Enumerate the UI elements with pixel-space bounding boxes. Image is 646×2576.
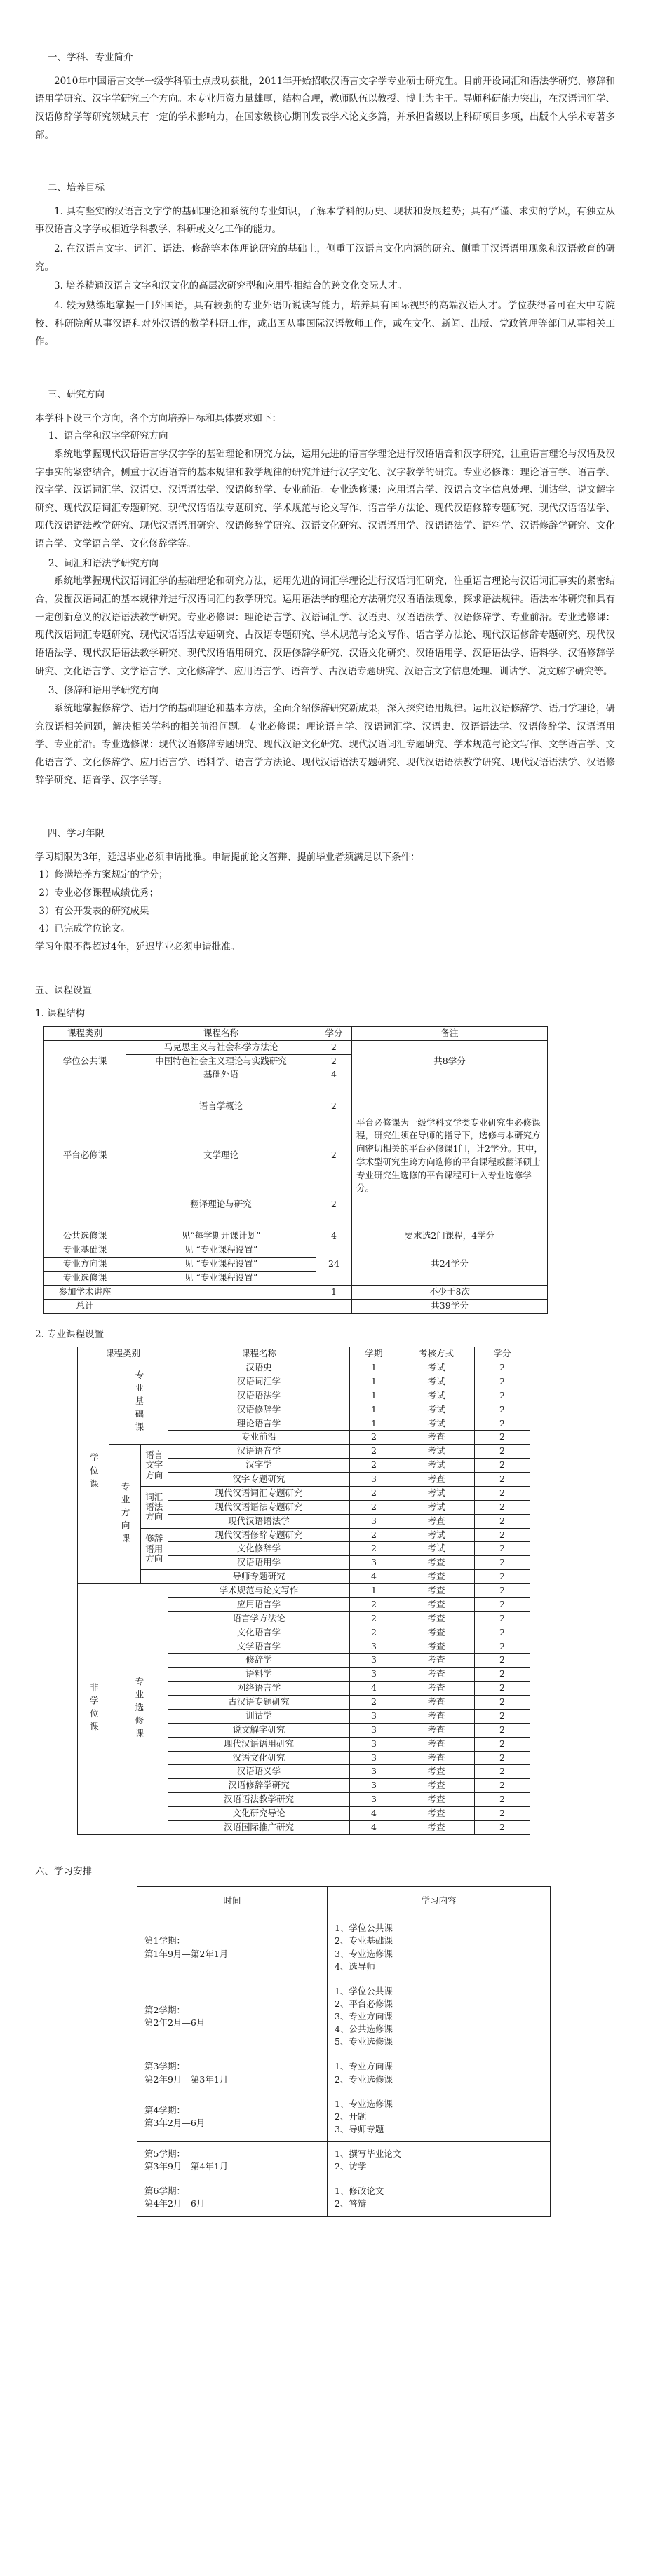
category-cell: 公共选修课 [44,1229,126,1243]
note-cell: 不少于8次 [352,1285,548,1299]
course-name-cell: 见“每学期开课计划” [126,1229,316,1243]
course-name-cell: 汉语词汇学 [168,1375,350,1389]
course-name-cell: 汉语修辞学研究 [168,1779,350,1793]
exam-cell: 考查 [398,1556,475,1570]
nondegree-category-cell: 非学位课 [78,1584,109,1835]
course-name-cell: 现代汉语词汇专题研究 [168,1486,350,1500]
course-name-cell: 现代汉语语法学 [168,1514,350,1528]
term-cell: 2 [350,1486,398,1500]
term-cell: 2 [350,1445,398,1459]
course-name-cell: 现代汉语语用研究 [168,1737,350,1751]
term-cell: 3 [350,1668,398,1682]
term-cell: 2 [350,1528,398,1542]
term-cell: 3 [350,1793,398,1807]
exam-cell: 考查 [398,1779,475,1793]
term-cell: 3 [350,1473,398,1487]
elective-category-cell: 专业选修课 [109,1584,168,1835]
term-cell: 1 [350,1389,398,1403]
course-name-cell: 理论语言学 [168,1417,350,1431]
exam-cell: 考查 [398,1723,475,1737]
exam-cell: 考试 [398,1375,475,1389]
goal-item-4: 4. 较为熟练地掌握一门外国语，具有较强的专业外语听说读写能力，培养具有国际视野的高端汉语人才。学位获得者可在大中专院校、科研院所从事汉语和对外汉语的教学科研工作，或出国从事国际汉语教师工作，或在文化、新闻、出版、党政管理等部门从事相关工作。 [35,300,615,348]
exam-cell: 考查 [398,1611,475,1626]
exam-cell: 考查 [398,1654,475,1668]
course-name-cell: 学术规范与论文写作 [168,1584,350,1598]
course-name-cell: 汉语修辞学 [168,1403,350,1417]
course-name-cell: 文学语言学 [168,1640,350,1654]
credit-cell: 2 [475,1807,530,1821]
note-cell: 共24学分 [352,1243,548,1286]
exam-cell: 考查 [398,1570,475,1584]
table-row [44,1040,548,1054]
course-name-cell: 应用语言学 [168,1597,350,1611]
table-row [137,1979,551,2054]
credit-cell: 2 [316,1180,352,1229]
section-3-intro: 本学科下设三个方向，各个方向培养目标和具体要求如下： [35,412,281,424]
exam-cell: 考查 [398,1514,475,1528]
course-name-cell: 修辞学 [168,1654,350,1668]
course-name-cell: 汉字专题研究 [168,1473,350,1487]
col-header: 课程名称 [126,1026,316,1040]
credit-cell: 2 [475,1417,530,1431]
term-cell: 1 [350,1375,398,1389]
direction-3-title: 3、修辞和语用学研究方向 [48,685,159,697]
note-cell: 要求选2门课程，4学分 [352,1229,548,1243]
term-cell: 3 [350,1514,398,1528]
credit-cell: 2 [316,1131,352,1180]
course-name-cell: 语言学概论 [126,1082,316,1131]
credit-cell: 2 [475,1696,530,1710]
course-name-cell: 文化修辞学 [168,1542,350,1556]
term-cell: 1 [350,1584,398,1598]
exam-cell: 考试 [398,1361,475,1375]
term-cell: 2 [350,1459,398,1473]
course-structure-table [43,1026,548,1314]
col-header: 备注 [352,1026,548,1040]
section-1-heading: 一、学科、专业简介 [48,52,133,63]
term-cell: 4 [350,1682,398,1696]
credit-cell: 2 [475,1375,530,1389]
credit-cell: 1 [316,1285,352,1299]
course-name-cell: 翻译理论与研究 [126,1180,316,1229]
condition-item: 3）有公开发表的研究成果 [39,905,149,917]
credit-cell: 2 [475,1542,530,1556]
section-6-heading: 六、学习安排 [35,1865,92,1877]
credit-cell: 2 [475,1431,530,1445]
credit-cell: 2 [475,1403,530,1417]
term-cell: 3 [350,1640,398,1654]
schedule-time-cell: 第1学期： 第1年9月—第2年1月 [137,1916,328,1979]
exam-cell: 考试 [398,1500,475,1514]
credit-cell: 2 [475,1765,530,1779]
credit-cell: 2 [316,1040,352,1054]
course-name-cell: 说文解字研究 [168,1723,350,1737]
table-row [137,2142,551,2179]
term-cell: 3 [350,1779,398,1793]
course-name-cell [126,1285,316,1299]
course-name-cell: 见 “专业课程设置” [126,1243,316,1258]
exam-cell: 考查 [398,1682,475,1696]
col-header: 课程类别 [44,1026,126,1040]
term-cell: 4 [350,1570,398,1584]
course-name-cell: 训诂学 [168,1709,350,1723]
credit-cell: 2 [475,1528,530,1542]
goal-item-1: 1. 具有坚实的汉语言文字学的基础理论和系统的专业知识，了解本学科的历史、现状和发展趋势；具有严谨、求实的学风，有独立从事汉语言文字学或相近学科教学、科研或文化工作的能力。 [35,205,615,236]
term-cell: 3 [350,1765,398,1779]
credit-cell: 4 [316,1229,352,1243]
term-cell: 2 [350,1431,398,1445]
category-cell: 专业选修课 [44,1271,126,1285]
exam-cell: 考查 [398,1597,475,1611]
course-name-cell [126,1299,316,1313]
direction-group-cell: 语言文字方向 [140,1445,168,1487]
exam-cell: 考查 [398,1696,475,1710]
direction-2-body: 系统地掌握现代汉语词汇学的基础理论和研究方法，运用先进的词汇学理论进行汉语词汇研究，注重语言理论与汉语词汇事实的紧密结合，发掘汉语词汇的基本规律并进行汉语词汇的教学研究。运用语法学的理论方法研究汉语语法现象，探求语法规律。语法本体研究和具有一定创新意义的汉语语法教学研究。专业必修课：理论语言学、汉语词汇学、汉语史、汉语语法学、汉语修辞学、专业前沿。专业选修课：现代汉语词汇专题研究、现代汉语语法专题研究、古汉语专题研究、学术规范与论文写作、语言学方法论、现代汉语修辞专题研究、现代汉语语法学、现代汉语语法教学研究、现代汉语语用研究、汉语修辞学研究、汉语文化研究、汉语语用学、汉语语法学、语料学、汉语修辞学研究、文化语言学、文学语言学、文化修辞学、应用语言学、语音学、古汉语专题研究、汉语言文字信息处理、训诂学、说文解字研究等。 [35,575,615,677]
credit-cell [316,1299,352,1313]
category-cell: 专业方向课 [44,1258,126,1272]
section-4-intro: 学习期限为3年，延迟毕业必须申请批准。申请提前论文答辩、提前毕业者须满足以下条件： [35,851,420,863]
direction-group-cell [140,1570,168,1584]
schedule-time-cell: 第4学期： 第3年2月—6月 [137,2092,328,2141]
table-row [137,1916,551,1979]
col-header: 学习内容 [327,1887,550,1916]
schedule-content-cell: 1、撰写毕业论文 2、访学 [327,2142,550,2179]
term-cell: 1 [350,1361,398,1375]
table-row [44,1243,548,1258]
table-row [137,2054,551,2092]
course-name-cell: 汉语文化研究 [168,1751,350,1765]
table-row [137,2092,551,2141]
credit-cell: 2 [475,1640,530,1654]
col-header: 课程名称 [168,1347,350,1361]
table-row [44,1082,548,1131]
term-cell: 3 [350,1751,398,1765]
term-cell: 4 [350,1807,398,1821]
course-name-cell: 文学理论 [126,1131,316,1180]
direction-group-cell: 修辞语用方向 [140,1528,168,1570]
term-cell: 3 [350,1723,398,1737]
schedule-content-cell: 1、学位公共课 2、平台必修课 3、专业方向课 4、公共选修课 5、专业选修课 [327,1979,550,2054]
exam-cell: 考查 [398,1820,475,1834]
exam-cell: 考试 [398,1445,475,1459]
schedule-content-cell: 1、专业选修课 2、开题 3、导师专题 [327,2092,550,2141]
credit-cell: 2 [475,1584,530,1598]
table-row [44,1299,548,1313]
exam-cell: 考查 [398,1431,475,1445]
term-cell: 3 [350,1737,398,1751]
credit-cell: 2 [475,1737,530,1751]
term-cell: 2 [350,1542,398,1556]
exam-cell: 考试 [398,1417,475,1431]
study-schedule-table [137,1886,551,2216]
term-cell: 2 [350,1611,398,1626]
condition-item: 1）修满培养方案规定的学分； [39,869,168,881]
schedule-time-cell: 第3学期： 第2年9月—第3年1月 [137,2054,328,2092]
col-header: 学分 [475,1347,530,1361]
credit-cell: 24 [316,1243,352,1286]
schedule-time-cell: 第5学期： 第3年9月—第4年1月 [137,2142,328,2179]
schedule-time-cell: 第2学期： 第2年2月—6月 [137,1979,328,2054]
table-row [78,1528,530,1542]
course-name-cell: 汉语史 [168,1361,350,1375]
course-name-cell: 语料学 [168,1668,350,1682]
direction-group-cell: 词汇语法方向 [140,1486,168,1528]
course-name-cell: 语言学方法论 [168,1611,350,1626]
table-row [78,1486,530,1500]
category-cell: 总计 [44,1299,126,1313]
exam-cell: 考查 [398,1807,475,1821]
credit-cell: 2 [475,1611,530,1626]
exam-cell: 考查 [398,1737,475,1751]
term-cell: 3 [350,1654,398,1668]
credit-cell: 2 [475,1668,530,1682]
course-name-cell: 文化语言学 [168,1626,350,1640]
credit-cell: 2 [475,1820,530,1834]
exam-cell: 考查 [398,1668,475,1682]
direction-1-title: 1、语言学和汉字学研究方向 [48,430,168,442]
credit-cell: 2 [475,1459,530,1473]
course-name-cell: 基础外语 [126,1068,316,1082]
credit-cell: 2 [316,1082,352,1131]
course-name-cell: 中国特色社会主义理论与实践研究 [126,1054,316,1068]
term-cell: 3 [350,1556,398,1570]
credit-cell: 2 [475,1570,530,1584]
credit-cell: 2 [475,1556,530,1570]
credit-cell: 2 [475,1723,530,1737]
course-name-cell: 汉语语法教学研究 [168,1793,350,1807]
exam-cell: 考试 [398,1389,475,1403]
table-row [44,1285,548,1299]
condition-item: 2）专业必修课程成绩优秀； [39,887,159,899]
goal-item-2: 2. 在汉语言文字、词汇、语法、修辞等本体理论研究的基础上，侧重于汉语言文化内涵的研究、侧重于汉语语用现象和汉语教育的研究。 [35,243,615,273]
course-structure-caption: 1. 课程结构 [35,1008,86,1020]
credit-cell: 2 [475,1709,530,1723]
col-header: 考核方式 [398,1347,475,1361]
table-row [137,2179,551,2216]
degree-category-cell: 学位课 [78,1361,109,1584]
course-name-cell: 网络语言学 [168,1682,350,1696]
exam-cell: 考查 [398,1626,475,1640]
term-cell: 2 [350,1500,398,1514]
course-name-cell: 汉语语法学 [168,1389,350,1403]
exam-cell: 考查 [398,1765,475,1779]
exam-cell: 考查 [398,1640,475,1654]
credit-cell: 2 [475,1445,530,1459]
exam-cell: 考试 [398,1542,475,1556]
note-cell: 共39学分 [352,1299,548,1313]
term-cell: 2 [350,1696,398,1710]
credit-cell: 2 [475,1597,530,1611]
note-cell: 共8学分 [352,1040,548,1082]
basic-category-cell: 专业基础课 [109,1361,168,1445]
goal-item-3: 3. 培养精通汉语言文字和汉文化的高层次研究型和应用型相结合的跨文化交际人才。 [54,280,408,292]
table-row [44,1229,548,1243]
exam-cell: 考查 [398,1709,475,1723]
course-name-cell: 汉语语音学 [168,1445,350,1459]
term-cell: 3 [350,1709,398,1723]
credit-cell: 2 [475,1500,530,1514]
credit-cell: 2 [475,1654,530,1668]
term-cell: 1 [350,1403,398,1417]
course-name-cell: 汉语语用学 [168,1556,350,1570]
direction-2-title: 2、词汇和语法学研究方向 [48,557,159,569]
term-cell: 1 [350,1417,398,1431]
credit-cell: 2 [475,1514,530,1528]
schedule-content-cell: 1、专业方向课 2、专业选修课 [327,2054,550,2092]
course-name-cell: 文化研究导论 [168,1807,350,1821]
table-row [78,1445,530,1459]
credit-cell: 2 [475,1389,530,1403]
exam-cell: 考查 [398,1793,475,1807]
professional-courses-table [77,1347,530,1835]
professional-courses-caption: 2. 专业课程设置 [35,1328,105,1340]
credit-cell: 2 [475,1486,530,1500]
table-row [78,1584,530,1598]
credit-cell: 2 [475,1682,530,1696]
direction-3-body: 系统地掌握修辞学、语用学的基础理论和基本方法，全面介绍修辞研究新成果，深入探究语用规律。运用汉语修辞学、语用学理论，研究汉语相关问题，解决相关学科的相关前沿问题。专业必修课：理论语言学、汉语词汇学、汉语史、汉语语法学、汉语修辞学、汉语语用学、专业前沿。专业选修课：现代汉语修辞专题研究、现代汉语文化研究、现代汉语词汇专题研究、学术规范与论文写作、文学语言学、文化语言学、文化修辞学、应用语言学、语料学、语言学方法论、现代汉语语法专题研究、现代汉语语法教学研究、现代汉语语法学、汉语修辞学研究、语音学、汉字学等。 [35,702,615,786]
course-name-cell: 导师专题研究 [168,1570,350,1584]
category-cell: 参加学术讲座 [44,1285,126,1299]
section-5-heading: 五、课程设置 [35,984,92,996]
exam-cell: 考查 [398,1473,475,1487]
table-header-row [44,1026,548,1040]
col-header: 课程类别 [78,1347,168,1361]
condition-item: 4）已完成学位论文。 [39,923,130,935]
credit-cell: 2 [316,1054,352,1068]
col-header: 学分 [316,1026,352,1040]
section-4-note: 学习年限不得超过4年，延迟毕业必须申请批准。 [35,941,241,953]
schedule-content-cell: 1、修改论文 2、答辩 [327,2179,550,2216]
course-name-cell: 见 “专业课程设置” [126,1271,316,1285]
category-cell: 专业基础课 [44,1243,126,1258]
term-cell: 2 [350,1626,398,1640]
schedule-content-cell: 1、学位公共课 2、专业基础课 3、专业选修课 4、选导师 [327,1916,550,1979]
exam-cell: 考查 [398,1751,475,1765]
table-header-row [137,1887,551,1916]
credit-cell: 2 [475,1361,530,1375]
table-header-row [78,1347,530,1361]
credit-cell: 2 [475,1473,530,1487]
section-2-heading: 二、培养目标 [48,182,105,194]
course-name-cell: 现代汉语修辞专题研究 [168,1528,350,1542]
course-name-cell: 汉字学 [168,1459,350,1473]
course-name-cell: 马克思主义与社会科学方法论 [126,1040,316,1054]
col-header: 学期 [350,1347,398,1361]
course-name-cell: 汉语国际推广研究 [168,1820,350,1834]
credit-cell: 2 [475,1793,530,1807]
credit-cell: 2 [475,1779,530,1793]
credit-cell: 2 [475,1626,530,1640]
table-row [78,1361,530,1375]
term-cell: 2 [350,1597,398,1611]
credit-cell: 2 [475,1751,530,1765]
section-4-heading: 四、学习年限 [48,828,105,840]
term-cell: 4 [350,1820,398,1834]
category-cell: 平台必修课 [44,1082,126,1229]
course-name-cell: 汉语语义学 [168,1765,350,1779]
schedule-time-cell: 第6学期： 第4年2月—6月 [137,2179,328,2216]
exam-cell: 考试 [398,1528,475,1542]
course-name-cell: 现代汉语语法专题研究 [168,1500,350,1514]
platform-note-cell: 平台必修课为一级学科文学类专业研究生必修课程，研究生须在导师的指导下，选修与本研究方向密切相关的平台必修课1门，计2学分。其中，学术型研究生跨方向选修的平台课程或翻译硕士专业研究生选修的平台课程可计入专业选修学分。 [352,1082,548,1229]
course-name-cell: 古汉语专题研究 [168,1696,350,1710]
col-header: 时间 [137,1887,328,1916]
direction-category-cell: 专业方向课 [109,1445,140,1584]
course-name-cell: 见 “专业课程设置” [126,1258,316,1272]
direction-1-body: 系统地掌握现代汉语语言学汉字学的基础理论和研究方法，运用先进的语言学理论进行汉语语音和汉字研究，注重语言理论与汉语及汉字事实的紧密结合，侧重于汉语语音的基本规律和教学规律的研究并进行汉字文化、汉字教学的研究。专业必修课：理论语言学、语言学、汉字学、汉语词汇学、汉语史、汉语语法学、汉语修辞学、专业前沿。专业选修课：应用语言学、汉语言文字信息处理、训诂学、说文解字研究、现代汉语词汇专题研究、现代汉语语法专题研究、学术规范与论文写作、语言学方法论、现代汉语修辞专题研究、现代汉语语法学、现代汉语语法教学研究、现代汉语语用研究、汉语修辞学研究、汉语文化研究、汉语语用学、汉语语法学、语料学、汉语修辞学研究、文化语言学、文学语言学、文化修辞学等。 [35,448,615,550]
table-row [78,1570,530,1584]
section-1-body: 2010年中国语言文学一级学科硕士点成功获批，2011年开始招收汉语言文字学专业硕士研究生。目前开设词汇和语法学研究、修辞和语用学研究、汉字学研究三个方向。本专业师资力量雄厚，结构合理，教师队伍以教授、博士为主干。导师科研能力突出，在汉语词汇学、汉语修辞学等研究领域具有一定的学术影响力，在国家级核心期刊发表学术论文多篇，并承担省级以上科研项目多项，出版个人学术专著多部。 [35,75,615,141]
exam-cell: 考试 [398,1459,475,1473]
exam-cell: 考查 [398,1584,475,1598]
category-cell: 学位公共课 [44,1040,126,1082]
course-name-cell: 专业前沿 [168,1431,350,1445]
credit-cell: 4 [316,1068,352,1082]
exam-cell: 考试 [398,1403,475,1417]
section-3-heading: 三、研究方向 [48,388,105,400]
exam-cell: 考试 [398,1486,475,1500]
